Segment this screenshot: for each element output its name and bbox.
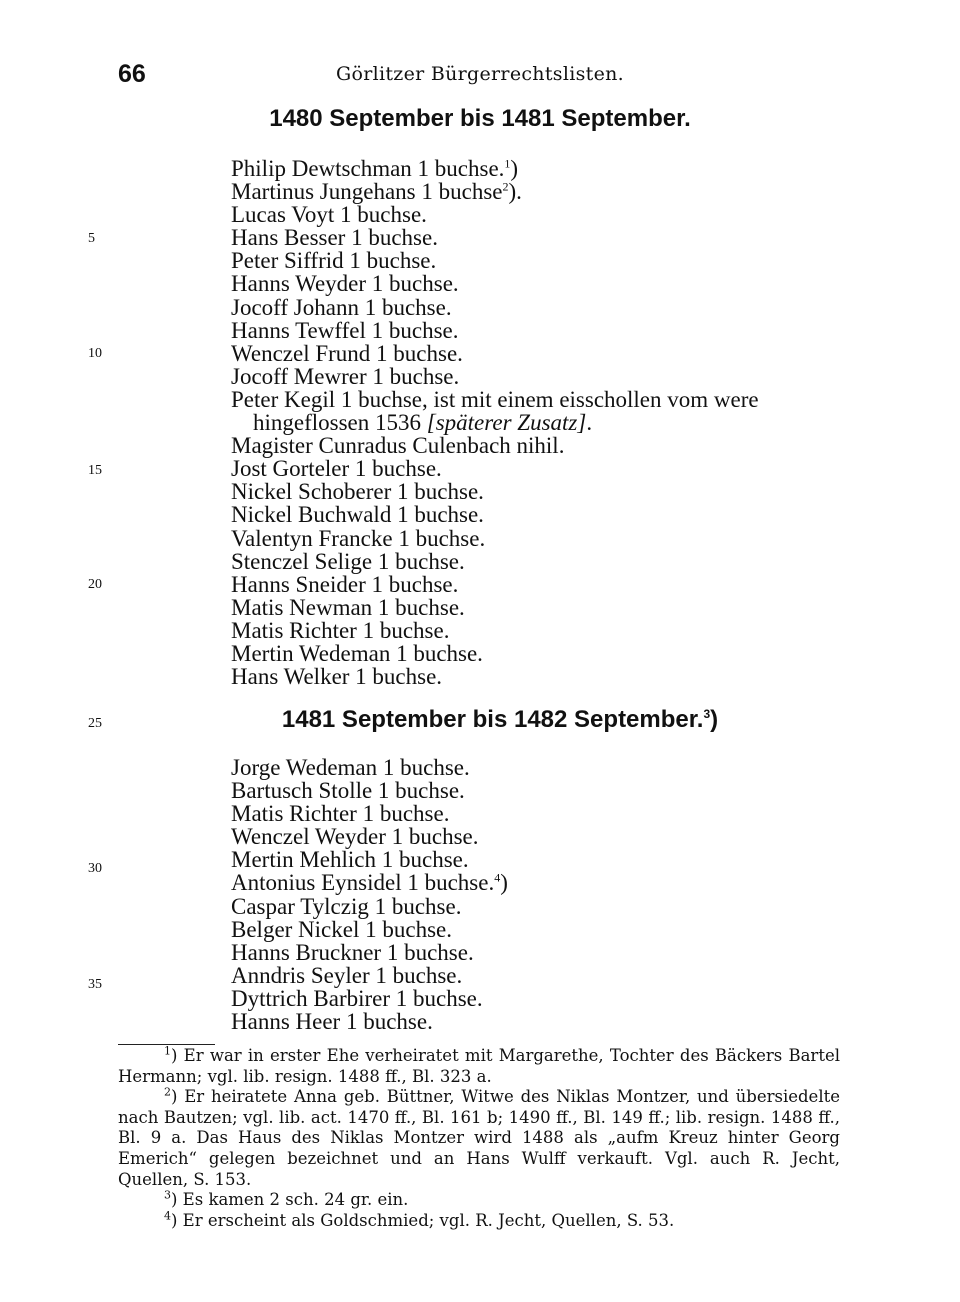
page-number: 66 bbox=[118, 60, 146, 88]
list-item: Hans Besser 1 buchse. bbox=[231, 225, 438, 251]
list-item: Martinus Jungehans 1 buchse$^2$). bbox=[231, 179, 522, 205]
footnote-ref: 3 bbox=[703, 707, 711, 721]
list-item: Caspar Tylczig 1 buchse. bbox=[231, 893, 462, 919]
list-item: Dyttrich Barbirer 1 buchse. bbox=[231, 985, 483, 1011]
list-item: Jost Gorteler 1 buchse. bbox=[231, 456, 442, 482]
line-number: 15 bbox=[88, 463, 102, 478]
list-item: Philip Dewtschman 1 buchse.$^1$) bbox=[231, 156, 519, 181]
footnote: $^4$) Er erscheint als Goldschmied; vgl. R. Jecht, Quellen, S. 53. bbox=[164, 1209, 675, 1230]
list-item: Mertin Mehlich 1 buchse. bbox=[231, 847, 469, 873]
footnote: $^1$) Er war in erster Ehe verheiratet mit Margarethe, Tochter des Bäckers Bartel Hermann; vgl. lib. resign. 1488 ff., Bl. 323 a. bbox=[118, 1044, 840, 1086]
line-number: 30 bbox=[88, 861, 102, 876]
section-heading-text: 1481 September bis 1482 September. bbox=[281, 706, 704, 733]
list-item: Jocoff Johann 1 buchse. bbox=[231, 294, 452, 320]
list-item: Magister Cunradus Culenbach nihil. bbox=[231, 433, 565, 459]
list-item: Hanns Weyder 1 buchse. bbox=[231, 271, 459, 297]
list-item: Matis Richter 1 buchse. bbox=[231, 801, 450, 827]
footnote: $^2$) Er heiratete Anna geb. Büttner, Witwe des Niklas Montzer, und übersiedelte nach Bautzen; vgl. lib. act. 1470 ff., Bl. 161 b; 1490 ff., Bl. 149 ff.; lib. resign. 1488 ff., Bl. 9 a. Das Haus des Niklas Montzer wird 1488 als „aufm Kreuz hinter Georg Emerich“ gelegen bezeichnet und an Hans Wulff verkauft. Vgl. auch R. Jecht, Quellen, S. 153. bbox=[118, 1085, 840, 1189]
line-number: 20 bbox=[88, 577, 102, 592]
list-item: Jorge Wedeman 1 buchse. bbox=[231, 755, 470, 780]
entry-list bbox=[231, 157, 846, 688]
list-item: Peter Kegil 1 buchse, ist mit einem eisschollen vom were hingeflossen 1536 [späterer Zusatz]. bbox=[231, 386, 759, 436]
footnote-ref: 4 bbox=[494, 870, 501, 885]
list-item: Belger Nickel 1 buchse. bbox=[231, 916, 452, 942]
line-number: 25 bbox=[88, 716, 102, 731]
list-item: Wenczel Frund 1 buchse. bbox=[231, 340, 463, 366]
list-item: Antonius Eynsidel 1 buchse.$^4$) bbox=[231, 870, 508, 896]
entry-list bbox=[231, 756, 846, 1033]
list-item: Nickel Buchwald 1 buchse. bbox=[231, 502, 484, 528]
list-item: Hans Welker 1 buchse. bbox=[231, 664, 443, 690]
line-number: 5 bbox=[88, 231, 95, 246]
list-item: Stenczel Selige 1 buchse. bbox=[231, 548, 465, 574]
list-item: Hanns Tewffel 1 buchse. bbox=[231, 317, 459, 343]
footnotes bbox=[118, 1046, 840, 1231]
list-item: Bartusch Stolle 1 buchse. bbox=[231, 778, 465, 804]
list-item: Nickel Schoberer 1 buchse. bbox=[231, 479, 484, 505]
list-item: Anndris Seyler 1 buchse. bbox=[231, 962, 463, 988]
list-item: Lucas Voyt 1 buchse. bbox=[231, 202, 427, 228]
line-number: 10 bbox=[88, 346, 102, 361]
list-item: Peter Siffrid 1 buchse. bbox=[231, 248, 437, 274]
list-item: Valentyn Francke 1 buchse. bbox=[231, 525, 486, 551]
section-heading: 1481 September bis 1482 September.$^3$) bbox=[281, 706, 719, 733]
list-item: Matis Richter 1 buchse. bbox=[231, 617, 450, 643]
list-item: Matis Newman 1 buchse. bbox=[231, 594, 465, 620]
section-heading-text: 1480 September bis 1481 September. bbox=[269, 105, 691, 132]
list-item: Hanns Sneider 1 buchse. bbox=[231, 571, 459, 597]
footnote: $^3$) Es kamen 2 sch. 24 gr. ein. bbox=[164, 1188, 409, 1210]
list-item: Hanns Heer 1 buchse. bbox=[231, 1009, 433, 1035]
list-item: Hanns Bruckner 1 buchse. bbox=[231, 939, 474, 965]
footnote-ref: 1 bbox=[504, 156, 511, 171]
list-item: Jocoff Mewrer 1 buchse. bbox=[231, 363, 460, 389]
footnote-ref: 2 bbox=[502, 179, 509, 194]
section-heading bbox=[0, 105, 960, 133]
list-item: Wenczel Weyder 1 buchse. bbox=[231, 824, 479, 850]
list-item: Mertin Wedeman 1 buchse. bbox=[231, 640, 483, 666]
running-head: Görlitzer Bürgerrechtslisten. bbox=[336, 63, 624, 85]
line-number: 35 bbox=[88, 977, 102, 992]
